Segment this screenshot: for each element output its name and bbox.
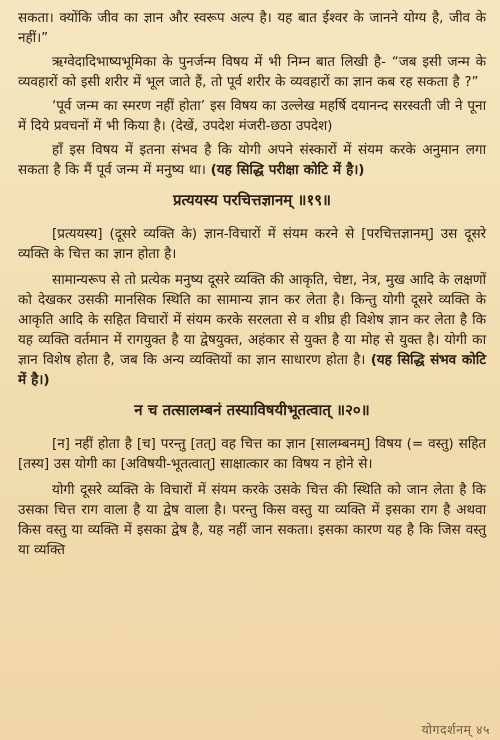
siddhi-sambhav-note: (यह सिद्धि संभव कोटि में है।): [18, 352, 486, 388]
page-footer-number: योगदर्शनम् ४५: [421, 722, 490, 737]
paragraph-sutra-20-explanation: योगी दूसरे व्यक्ति के विचारों में संयम करके उसके चित्त की स्थिति को जान लेता है कि उसका चित्त राग वाला है या द्वेष वाला है। परन्तु किस वस्तु या व्यक्ति में इसका राग है अथवा किस वस्तु या व्यक्ति में इसका द्वेष है, यह नहीं जान सकता। इसका कारण यह है कि जिस वस्तु या व्यक्ति: [18, 482, 486, 558]
paragraph-sutra-19-meaning: [प्रत्ययस्य] (दूसरे व्यक्ति के) ज्ञान-विचारों में संयम करने से [परचित्तज्ञानम्] उस दूसरे व्यक्ति के चित्त का ज्ञान होता है।: [18, 226, 486, 262]
sutra-19-heading: प्रत्ययस्य परचित्तज्ञानम्‌ ॥१९॥: [172, 191, 332, 209]
paragraph-rigveda-reference: ऋग्वेदादिभाष्यभूमिका के पुनर्जन्म विषय में भी निम्न बात लिखी है- “जब इसी जन्म के व्यवहारों को इसी शरीर में भूल जाते हैं, तो पूर्व शरीर के व्यवहारों का ज्ञान कब रह सकता है ?”: [18, 54, 486, 90]
paragraph-sutra-19-explanation: [18, 270, 486, 390]
sutra-20-heading: न च तत्सालम्बनं तस्याविषयीभूतत्वात्‌ ॥२०॥: [134, 401, 370, 419]
paragraph-yogi-inference-text: हाँ इस विषय में इतना संभव है कि योगी अपने संस्कारों में संयम करके अनुमान लगा सकता है कि मैं पूर्व जन्म में मनुष्य था।: [18, 142, 486, 178]
paragraph-continuation: सकता। क्योंकि जीव का ज्ञान और स्वरूप अल्प है। यह बात ईश्वर के जानने योग्य है, जीव के नहीं।”: [18, 10, 486, 46]
siddhi-pariksha-note: (यह सिद्धि परीक्षा कोटि में है।): [210, 162, 365, 178]
paragraph-sutra-19-explanation-text: सामान्यरूप से तो प्रत्येक मनुष्य दूसरे व्यक्ति की आकृति, चेष्टा, नेत्र, मुख आदि के लक्षणों को देखकर उसकी मानसिक स्थिति का सामान्य ज्ञान कर लेता है। किन्तु योगी दूसरे व्यक्ति के आकृति आदि के सहित विचारों में संयम करके सरलता से व शीघ्र ही विशेष ज्ञान कर लेता है कि यह व्यक्ति वर्तमान में रागयुक्त है या द्वेषयुक्त, अहंकार से युक्त है या मोह से युक्त है। योगी का ज्ञान विशेष होता है, जब कि अन्य व्यक्तियों का ज्ञान साधारण होता है।: [18, 272, 486, 368]
paragraph-yogi-inference: [18, 140, 486, 180]
paragraph-sutra-20-meaning: [न] नहीं होता है [च] परन्तु [तत्] वह चित्त का ज्ञान [सालम्बनम्] विषय (= वस्तु) सहित [तस्य] उस योगी का [अविषयी-भूतत्वात्] साक्षात्कार का विषय न होने से।: [18, 436, 486, 472]
paragraph-dayanand-reference: ‘पूर्व जन्म का स्मरण नहीं होता’ इस विषय का उल्लेख महर्षि दयानन्द सरस्वती जी ने पूना में दिये प्रवचनों में भी किया है। (देखें, उपदेश मंजरी-छठा उपदेश): [18, 98, 486, 134]
